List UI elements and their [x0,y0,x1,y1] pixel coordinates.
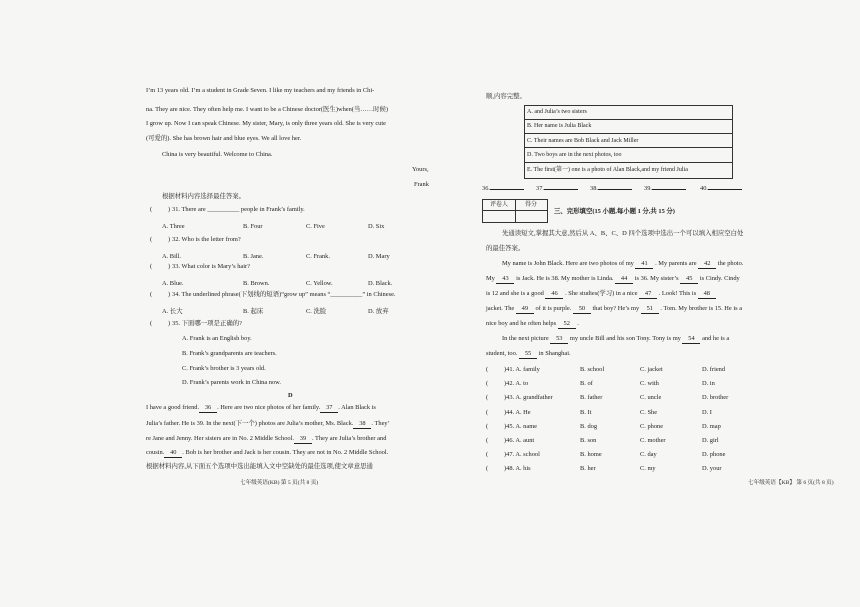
cloze-text: is Cindy. Cindy [698,275,740,282]
cloze-line [486,305,742,314]
answer-blank-line [708,183,742,190]
answer-blank-line [598,183,632,190]
cloze-blank-number: 49 [516,305,534,314]
cloze-question-option: C. She [640,408,658,416]
answer-blank-label: 40. [700,185,708,192]
cloze-question-paren: ( [486,408,489,416]
letter-line-5: China is very beautiful. Welcome to China. [162,151,273,158]
cloze-question-option: C. my [640,465,656,473]
letter-line-2: na. They are nice. They often help me. I want to be a Chinese doctor(医生)when(当……时候) [146,106,389,113]
cloze-text: In the next picture [502,335,551,342]
cloze-question-option: D. map [702,422,721,430]
cloze-text: My name is John Black. Here are two photos of my [502,260,636,267]
cloze-question-option: B. school [580,366,605,373]
cloze-blank-number: 44 [615,275,633,284]
cloze-question-option: B. father [580,394,603,402]
cloze-line [502,260,743,269]
cloze-blank-number: 51 [641,305,659,314]
q35-choice: A. Frank is an English boy. [182,335,252,342]
cloze-text: . [575,320,579,327]
continued-text: 顺,内容完整。 [486,93,526,100]
question-paren: ( [150,291,153,298]
question-stem: 35. 下面哪一项是正确的? [172,320,242,327]
question-option: C. Yellow. [306,280,333,287]
cloze-question-option: D. friend [702,366,726,373]
score-divider [515,210,516,222]
answer-blank-line [544,183,578,190]
question-option: B. Brown. [243,280,270,287]
cloze-text: My [486,275,497,282]
passage-text: . Here are two nice photos of her family. [217,404,321,411]
passage-text: cousin. [146,449,165,456]
question-option: D. Black. [368,280,393,287]
score-table [482,199,548,223]
passage-d-line [146,404,376,413]
q35-choice: B. Frank’s grandparents are teachers. [182,350,277,357]
passage-text: Julia’s father. He is 39. In the next(下一个) photos are Julia’s mother, Ms. Black. [146,420,354,427]
cloze-line [486,350,571,359]
question-option: D. Mary [368,253,390,260]
cloze-instruction-2: 的最佳答案。 [486,245,525,252]
cloze-blank-number: 50 [573,305,591,314]
passage-text: re Jane and Jenny. Her sisters are in No. 2 Middle School. [146,435,294,442]
cloze-question-stem: )45. A. name [504,422,538,430]
question-option: B. 起床 [243,308,264,315]
cloze-question-option: B. her [580,465,596,473]
cloze-question-option: B. home [580,451,602,459]
letter-line-3: I grow up. Now I can speak Chinese. My sister, Mary, is only three years old. She is very cute [146,120,386,127]
cloze-question-option: D. your [702,465,722,473]
passage-text: I have a good friend. [146,404,200,411]
cloze-question-paren: ( [486,380,489,388]
question-option: A. 长大 [162,308,183,315]
question-option: A. Blue. [162,280,184,287]
cloze-question-option: C. uncle [640,394,662,402]
cloze-question-stem: )43. A. grandfather [504,394,553,402]
cloze-line [486,290,716,299]
question-stem: 32. Who is the letter from? [172,236,241,243]
box-option-c: C. Their names are Bob Black and Jack Miller [525,135,732,149]
passage-d-line [146,435,386,444]
cloze-blank-number: 45 [680,275,698,284]
passage-text: . They’ [371,420,390,427]
cloze-question-option: C. phone [640,422,664,430]
instruction-d: 根据材料内容,从下面五个选项中选出能填入文中空缺处的最佳选项,使文章意思通 [146,463,373,470]
cloze-question-stem: )46. A. aunt [504,437,535,444]
score-header-grader: 评卷人 [483,200,516,211]
cloze-text: in Shanghai. [537,350,571,357]
passage-d-line [146,449,388,458]
cloze-question-option: C. with [640,380,659,388]
question-stem: 33. What color is Mary’s hair? [172,263,250,270]
cloze-question-paren: ( [486,465,489,473]
question-paren-close: ) [168,263,171,270]
question-paren: ( [150,320,153,327]
cloze-question-stem: )47. A. school [504,451,540,459]
box-option-b: B. Her name is Julia Black [525,120,732,134]
cloze-question-option: C. mother [640,437,666,444]
option-box [524,105,733,179]
answer-blank-line [652,183,686,190]
cloze-question-stem: )44. A. He [504,408,531,416]
cloze-question-stem: )42. A. to [504,380,529,388]
cloze-blank-number: 55 [519,350,537,359]
question-option: D. Six [368,223,385,230]
cloze-text: is 36. My sister’s [633,275,681,282]
cloze-blank-number: 41 [635,260,653,269]
answer-blank-label: 39. [644,185,652,192]
cloze-question-option: C. day [640,451,657,459]
answer-blank-line [490,183,524,190]
cloze-text: my uncle Bill and his son Tony. Tony is my [568,335,683,342]
letter-line-1: I’m 13 years old. I’m a student in Grade Seven. I like my teachers and my friends in Chi- [146,87,375,94]
cloze-blank-number: 52 [558,320,576,329]
cloze-line [502,335,729,344]
cloze-text: and he is a [700,335,730,342]
question-paren-close: ) [168,206,171,213]
letter-line-4: (可爱的). She has brown hair and blue eyes. We all love her. [146,135,302,142]
cloze-text: nice boy and he often helps [486,320,558,327]
question-paren: ( [150,263,153,270]
cloze-question-option: B. son [580,437,597,444]
cloze-blank-number: 54 [682,335,700,344]
answer-blank [700,183,742,193]
question-paren: ( [150,236,153,243]
question-option: D. 放弃 [368,308,389,315]
passage-text: . Alan Black is [338,404,376,411]
box-option-e: E. The first(第一) one is a photo of Alan Black,and my friend Julia [527,166,688,173]
cloze-question-option: B. of [580,380,593,388]
cloze-text: jacket. The [486,305,516,312]
cloze-instruction-1: 先通读短文,掌握其大意,然后从 A、B、C、D 四个选项中选出一个可以填入相应空白处 [502,230,744,237]
letter-sign-off: Yours, [412,166,429,173]
page-footer-right: 七年级英语【KB】 第 6 页(共 8 页) [748,480,834,486]
cloze-line [486,320,579,329]
question-option: A. Three [162,223,185,230]
question-option: B. Jane. [243,253,264,260]
passage-d-line [146,420,390,429]
question-option: A. Bill. [162,253,181,260]
passage-text: . Bob is her brother and Jack is her cousin. They are not in No. 2 Middle School. [182,449,389,456]
cloze-blank-number: 46 [545,290,563,299]
cloze-text: . She studies(学习) in a nice [563,290,640,297]
letter-signature: Frank [414,181,429,188]
cloze-text: . My parents are [653,260,699,267]
blank-number: 36 [199,404,217,413]
cloze-question-paren: ( [486,394,489,402]
answer-blank [482,183,524,193]
answer-blank [644,183,686,193]
cloze-question-option: D. girl [702,437,719,444]
question-paren-close: ) [168,236,171,243]
cloze-question-paren: ( [486,437,489,444]
cloze-question-option: D. I [702,408,712,416]
cloze-blank-number: 53 [550,335,568,344]
blank-number: 39 [294,435,312,444]
cloze-text: is 12 and she is a good [486,290,546,297]
page-footer-left: 七年级英语(KB) 第 5 页(共 8 页) [240,480,319,486]
cloze-text: student, too. [486,350,520,357]
answer-blank-label: 37. [536,185,544,192]
q35-choice: C. Frank’s brother is 3 years old. [182,365,266,372]
cloze-question-paren: ( [486,422,489,430]
blank-number: 40 [164,449,182,458]
cloze-question-option: B. It [580,408,592,416]
answer-blank [536,183,578,193]
cloze-question-paren: ( [486,451,489,459]
question-option: C. 洗脸 [306,308,327,315]
cloze-blank-number: 48 [698,290,716,299]
q35-choice: D. Frank’s parents work in China now. [182,379,281,386]
question-stem: 34. The underlined phrase(下划线的短语)“grow up” means “__________” in Chinese. [172,291,396,298]
answer-blank-label: 36. [482,185,490,192]
cloze-text: . Look! This is [657,290,698,297]
question-paren-close: ) [168,291,171,298]
section-title: 三、完形填空(15 小题,每小题 1 分,共 15 分) [554,208,675,215]
score-header-score: 得分 [515,200,547,211]
cloze-question-option: D. brother [702,394,729,402]
cloze-question-paren: ( [486,366,489,373]
box-option-d: D. Two boys are in the next photos, too [525,149,732,163]
right-page [430,0,860,607]
cloze-question-option: D. phone [702,451,726,459]
question-paren-close: ) [168,320,171,327]
cloze-question-option: C. jacket [640,366,663,373]
cloze-question-option: B. dog [580,422,598,430]
question-option: B. Four [243,223,263,230]
question-stem: 31. There are __________ people in Frank’s family. [172,206,305,213]
passage-text: . They are Julia’s brother and [311,435,387,442]
cloze-text: that boy? He’s my [590,305,641,312]
cloze-line [486,275,740,284]
answer-blank-label: 38. [590,185,598,192]
cloze-blank-number: 47 [639,290,657,299]
cloze-text: . Tom. My brother is 15. He is a [658,305,743,312]
blank-number: 38 [353,420,371,429]
question-paren: ( [150,206,153,213]
instruction: 根据材料内容选择最佳答案。 [162,193,246,200]
cloze-text: the photo. [716,260,744,267]
cloze-blank-number: 42 [698,260,716,269]
blank-number: 37 [320,404,338,413]
box-option-a: A. and Julia’s two sisters [525,106,732,120]
question-option: C. Five [306,223,325,230]
question-option: C. Frank. [306,253,330,260]
cloze-text: is Jack. He is 38. My mother is Linda. [514,275,616,282]
answer-blank [590,183,632,193]
cloze-text: of it is purple. [533,305,573,312]
cloze-blank-number: 43 [496,275,514,284]
section-d-label: D [288,392,293,399]
cloze-question-option: D. in [702,380,715,388]
cloze-question-stem: )41. A. family [504,366,540,373]
cloze-question-stem: )48. A. his [504,465,531,473]
